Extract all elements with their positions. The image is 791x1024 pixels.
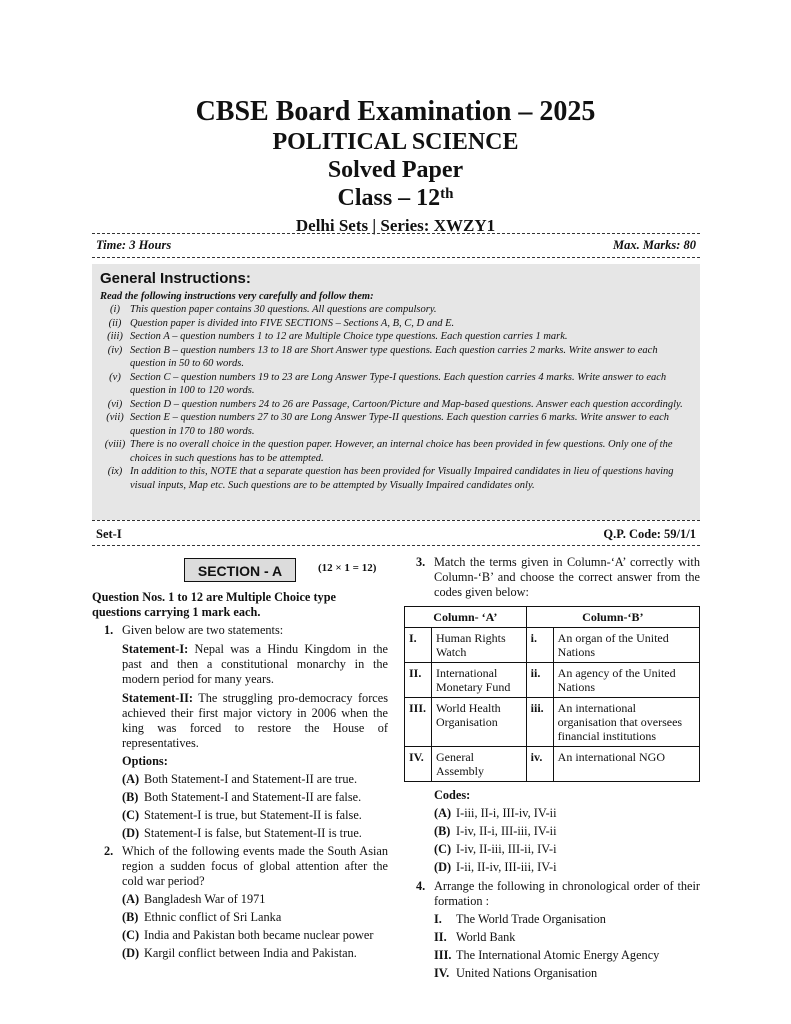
row-number-b: ii. bbox=[526, 663, 553, 698]
instruction-item bbox=[100, 303, 692, 317]
instruction-number: (iii) bbox=[107, 331, 123, 342]
instruction-text: There is no overall choice in the question paper. However, an internal choice has been provided in few questions. Only one of the choices in such questions has to be attempted. bbox=[130, 439, 673, 464]
option-label: (C) bbox=[122, 928, 140, 942]
option-item bbox=[434, 912, 700, 927]
instruction-number: (iv) bbox=[107, 344, 123, 356]
instruction-text: Section B – question numbers 13 to 18 are Short Answer type questions. Each question carries 2 marks. Write answer to each question in 50 to 60 words. bbox=[130, 344, 658, 369]
instruction-item bbox=[100, 438, 692, 465]
question-3: 3. Match the terms given in Column-‘A’ correctly with Column-‘B’ and choose the correct answer from the codes given below: bbox=[416, 555, 700, 599]
cell-column-a: International Monetary Fund bbox=[432, 663, 527, 698]
option-label: (D) bbox=[122, 946, 140, 960]
instructions-lead: Read the following instructions very carefully and follow them: bbox=[100, 291, 374, 302]
option-label: (C) bbox=[434, 842, 452, 856]
paper-type: Solved Paper bbox=[327, 157, 464, 183]
option-label: (A) bbox=[122, 772, 140, 786]
series-title: Delhi Sets | Series: XWZY1 bbox=[295, 216, 496, 235]
option-item bbox=[122, 826, 388, 841]
divider bbox=[92, 520, 700, 521]
items-list bbox=[434, 912, 700, 981]
option-item bbox=[122, 790, 388, 805]
cell-column-b: An international organisation that oversees financial institutions bbox=[553, 698, 699, 747]
option-label: III. bbox=[434, 948, 452, 962]
instructions-list bbox=[100, 303, 692, 492]
option-item bbox=[122, 772, 388, 787]
option-item bbox=[122, 808, 388, 823]
option-text: The International Atomic Energy Agency bbox=[456, 948, 660, 962]
codes-block bbox=[404, 788, 700, 875]
question-1: 1. Given below are two statements: Statement-I: Nepal was a Hindu Kingdom in the past and then a constitutional monarchy in the modern period for many years. Statement-II: The struggling pro-democracy forces achieved their first major victory in 2006 when the king was forced to restore the House of representatives. Options: (A) Both Statement-I and Statement-II are true. (B) Both Statement-I and Statement-II are false. (C) Statement-I is true, but Statement-II is false. (D) Statement-I is false, but Statement-II is true. bbox=[104, 623, 388, 840]
instruction-item bbox=[100, 411, 692, 438]
instruction-item bbox=[100, 465, 692, 492]
options-list bbox=[434, 806, 700, 875]
class-title: Class – 12th bbox=[337, 185, 454, 211]
option-label: (C) bbox=[122, 808, 140, 822]
statement-2: Statement-II: The struggling pro-democracy forces achieved their first major victory in 2006 when the king was forced to restore the House of representatives. bbox=[122, 691, 388, 750]
option-text: The World Trade Organisation bbox=[456, 912, 606, 926]
subject-title: POLITICAL SCIENCE bbox=[272, 129, 519, 155]
instruction-number: (ii) bbox=[108, 317, 122, 329]
option-label: (D) bbox=[122, 826, 140, 840]
option-label: (B) bbox=[122, 910, 139, 924]
option-item bbox=[434, 824, 700, 839]
row-number-a: IV. bbox=[405, 747, 432, 782]
table-row bbox=[405, 628, 700, 663]
option-text: I-iv, II-i, III-iii, IV-ii bbox=[456, 824, 557, 838]
column-b-header: Column-‘B’ bbox=[526, 607, 699, 628]
option-label: (B) bbox=[434, 824, 451, 838]
option-text: Both Statement-I and Statement-II are false. bbox=[144, 790, 362, 804]
instruction-item bbox=[100, 398, 692, 412]
cell-column-b: An international NGO bbox=[553, 747, 699, 782]
row-number-b: iii. bbox=[526, 698, 553, 747]
divider bbox=[92, 257, 700, 258]
section-a-box: SECTION - A bbox=[184, 558, 296, 582]
divider bbox=[92, 545, 700, 546]
left-column bbox=[92, 590, 388, 961]
options-label: Options: bbox=[122, 754, 168, 768]
option-label: I. bbox=[434, 912, 442, 926]
option-text: Kargil conflict between India and Pakistan. bbox=[144, 946, 357, 960]
instruction-number: (v) bbox=[109, 371, 121, 383]
general-instructions bbox=[92, 264, 700, 520]
option-text: World Bank bbox=[456, 930, 516, 944]
option-text: Statement-I is false, but Statement-II is true. bbox=[144, 826, 362, 840]
option-text: I-iii, II-i, III-iv, IV-ii bbox=[456, 806, 557, 820]
instruction-item bbox=[100, 330, 692, 344]
option-label: (A) bbox=[434, 806, 452, 820]
table-row bbox=[405, 698, 700, 747]
option-text: I-ii, II-iv, III-iii, IV-i bbox=[456, 860, 557, 874]
instruction-number: (ix) bbox=[107, 466, 123, 477]
qp-code: Q.P. Code: 59/1/1 bbox=[603, 527, 696, 541]
question-text: Match the terms given in Column-‘A’ correctly with Column-‘B’ and choose the correct answer from the codes given below: bbox=[434, 555, 700, 599]
row-number-a: III. bbox=[405, 698, 432, 747]
right-column bbox=[404, 555, 700, 981]
section-intro: Question Nos. 1 to 12 are Multiple Choice type questions carrying 1 mark each. bbox=[92, 590, 336, 619]
option-item bbox=[434, 930, 700, 945]
option-item bbox=[122, 892, 388, 907]
match-table bbox=[404, 606, 700, 782]
instruction-item bbox=[100, 371, 692, 398]
codes-label: Codes: bbox=[434, 788, 471, 802]
table-row bbox=[405, 747, 700, 782]
option-text: I-iv, II-iii, III-ii, IV-i bbox=[456, 842, 557, 856]
meta-line bbox=[96, 238, 696, 253]
option-item bbox=[434, 860, 700, 875]
option-label: II. bbox=[434, 930, 447, 944]
column-a-header: Column- ‘A’ bbox=[405, 607, 527, 628]
paper-header bbox=[0, 96, 791, 238]
instruction-text: Section E – question numbers 27 to 30 are Long Answer Type-II questions. Each question carries 6 marks. Write answer to each question in 170 to 180 words. bbox=[130, 412, 670, 437]
option-text: United Nations Organisation bbox=[456, 966, 598, 980]
instruction-number: (i) bbox=[110, 304, 120, 315]
option-label: IV. bbox=[434, 966, 450, 980]
instruction-text: In addition to this, NOTE that a separate question has been provided for Visually Impaired candidates in lieu of questions having visual inputs, Map etc. Such questions are to be attempted by Visually Impaired candidates only. bbox=[130, 466, 674, 491]
instruction-text: Section C – question numbers 19 to 23 are Long Answer Type-I questions. Each question carries 4 marks. Write answer to each question in 100 to 120 words. bbox=[130, 371, 667, 396]
option-label: (D) bbox=[434, 860, 452, 874]
option-item bbox=[122, 946, 388, 961]
section-marks: (12 × 1 = 12) bbox=[318, 562, 377, 574]
option-item bbox=[122, 910, 388, 925]
cell-column-a: General Assembly bbox=[432, 747, 527, 782]
options-list bbox=[122, 892, 388, 961]
row-number-a: I. bbox=[405, 628, 432, 663]
option-item bbox=[434, 806, 700, 821]
question-4: 4. Arrange the following in chronological order of their formation : I. The World Trade Organisation II. World Bank III. The International Atomic Energy Agency IV. United Nations Organisation bbox=[416, 879, 700, 980]
cell-column-b: An organ of the United Nations bbox=[553, 628, 699, 663]
row-number-b: i. bbox=[526, 628, 553, 663]
time-label: Time: 3 Hours bbox=[96, 238, 172, 252]
question-2: 2. Which of the following events made the South Asian region a sudden focus of global attention after the cold war period? (A) Bangladesh War of 1971 (B) Ethnic conflict of Sri Lanka (C) India and Pakistan both became nuclear power (D) Kargil conflict between India and Pakistan. bbox=[104, 844, 388, 960]
option-text: Ethnic conflict of Sri Lanka bbox=[144, 910, 282, 924]
cell-column-a: Human Rights Watch bbox=[432, 628, 527, 663]
option-text: Bangladesh War of 1971 bbox=[144, 892, 266, 906]
row-number-b: iv. bbox=[526, 747, 553, 782]
instruction-item bbox=[100, 317, 692, 331]
marks-label: Max. Marks: 80 bbox=[613, 238, 696, 252]
set-line bbox=[96, 527, 696, 542]
option-label: (B) bbox=[122, 790, 139, 804]
option-text: India and Pakistan both became nuclear power bbox=[144, 928, 374, 942]
options-list bbox=[122, 772, 388, 841]
instruction-number: (vi) bbox=[107, 398, 123, 410]
option-text: Both Statement-I and Statement-II are true. bbox=[144, 772, 358, 786]
question-text: Which of the following events made the South Asian region a sudden focus of global attention after the cold war period? bbox=[122, 844, 388, 888]
cell-column-b: An agency of the United Nations bbox=[553, 663, 699, 698]
option-label: (A) bbox=[122, 892, 140, 906]
instruction-number: (viii) bbox=[104, 439, 126, 450]
option-text: Statement-I is true, but Statement-II is false. bbox=[144, 808, 362, 822]
option-item bbox=[434, 948, 700, 963]
exam-title: CBSE Board Examination – 2025 bbox=[195, 96, 596, 127]
instruction-text: This question paper contains 30 questions. All questions are compulsory. bbox=[130, 304, 437, 315]
instructions-title: General Instructions: bbox=[100, 270, 251, 287]
row-number-a: II. bbox=[405, 663, 432, 698]
instruction-text: Section A – question numbers 1 to 12 are Multiple Choice type questions. Each question carries 1 mark. bbox=[130, 331, 568, 342]
instruction-number: (vii) bbox=[106, 412, 124, 423]
instruction-item bbox=[100, 344, 692, 371]
instruction-text: Section D – question numbers 24 to 26 are Passage, Cartoon/Picture and Map-based questions. Answer each question accordingly. bbox=[130, 398, 683, 410]
divider bbox=[92, 233, 700, 234]
question-text: Given below are two statements: bbox=[122, 623, 284, 637]
set-label: Set-I bbox=[96, 527, 122, 541]
table-row bbox=[405, 663, 700, 698]
option-item bbox=[434, 966, 700, 981]
question-text: Arrange the following in chronological order of their formation : bbox=[434, 879, 700, 908]
option-item bbox=[434, 842, 700, 857]
cell-column-a: World Health Organisation bbox=[432, 698, 527, 747]
instruction-text: Question paper is divided into FIVE SECTIONS – Sections A, B, C, D and E. bbox=[130, 317, 455, 329]
option-item bbox=[122, 928, 388, 943]
statement-1: Statement-I: Nepal was a Hindu Kingdom in the past and then a constitutional monarchy in the modern period for many years. bbox=[122, 642, 388, 686]
